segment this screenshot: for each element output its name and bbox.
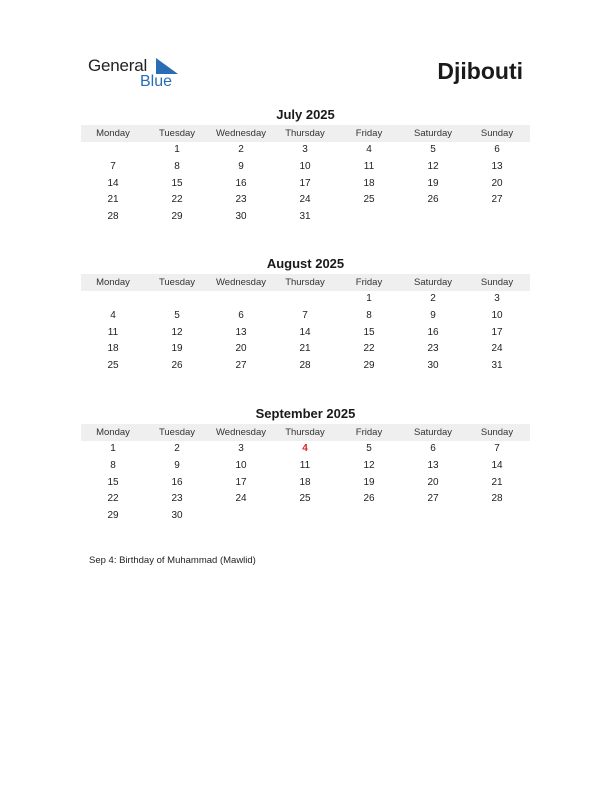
day-cell: 23 [171,493,183,505]
day-cell: 23 [427,343,439,355]
day-cell: 23 [235,194,247,206]
day-cell: 8 [110,459,116,471]
day-cell: 13 [235,326,247,338]
day-cell: 7 [302,309,308,321]
day-cell: 9 [430,309,436,321]
day-cell: 20 [491,177,503,189]
weekday-label: Saturday [413,128,453,139]
day-cell: 22 [107,493,119,505]
day-cell: 10 [491,309,503,321]
day-cell: 12 [171,326,183,338]
weekday-label: Tuesday [158,128,196,139]
day-cell: 22 [363,343,375,355]
day-cell: 3 [494,293,500,304]
brand-logo [88,56,188,92]
day-cell: 25 [107,360,119,372]
day-cell: 17 [235,476,247,488]
day-cell: 6 [430,443,436,454]
day-cell: 21 [107,194,119,206]
day-cell: 26 [427,194,439,206]
day-cell: 11 [363,160,375,172]
day-cell: 4 [366,144,372,155]
day-cell: 19 [171,343,183,355]
empty-day-cell [401,209,465,226]
day-cell: 12 [427,160,439,172]
day-cell: 24 [491,343,503,355]
weekday-label: Thursday [285,128,325,139]
empty-day-cell [209,291,273,308]
day-cell: 21 [491,476,503,488]
day-cell: 7 [494,443,500,454]
week-row [81,291,530,308]
week-row [81,508,530,525]
day-cell: 31 [491,360,503,372]
day-cell: 25 [299,493,311,505]
day-cell: 7 [110,160,116,172]
day-cell: 12 [363,459,375,471]
day-cell: 9 [238,160,244,172]
day-cell: 3 [238,443,244,454]
day-cell: 16 [235,177,247,189]
weekday-label: Friday [355,277,383,288]
day-cell: 29 [107,510,119,522]
week-row [81,159,530,176]
day-cell: 11 [107,326,119,338]
country-title: Djibouti [437,58,523,84]
month-title: August 2025 [266,256,345,271]
empty-day-cell [81,142,145,159]
day-cell: 18 [299,476,311,488]
weekday-label: Saturday [413,427,453,438]
day-cell: 18 [363,177,375,189]
calendar-month-september [81,406,530,525]
day-cell: 10 [235,459,247,471]
calendar-month-august [81,256,530,375]
week-row [81,441,530,458]
brand-name-blue: Blue [140,73,173,90]
day-cell: 25 [363,194,375,206]
day-cell: 14 [299,326,311,338]
holiday-note: Sep 4: Birthday of Muhammad (Mawlid) [89,555,256,566]
day-cell: 24 [299,194,311,206]
day-cell: 2 [174,443,180,454]
weekday-label: Friday [355,427,383,438]
day-cell: 16 [427,326,439,338]
day-cell: 30 [171,510,183,522]
holiday-day-cell: 4 [302,443,308,454]
day-cell: 10 [299,160,311,172]
day-cell: 9 [174,459,180,471]
day-cell: 13 [491,160,503,172]
day-cell: 27 [491,194,503,206]
day-cell: 2 [238,144,244,155]
day-cell: 28 [107,211,119,223]
day-cell: 29 [171,211,183,223]
empty-day-cell [273,291,337,308]
day-cell: 13 [427,459,439,471]
day-cell: 15 [171,177,183,189]
month-days [81,291,530,375]
weekday-label: Thursday [285,277,325,288]
day-cell: 14 [491,459,503,471]
day-cell: 6 [238,309,244,321]
weekday-label: Sunday [480,128,514,139]
day-cell: 2 [430,293,436,304]
weekday-label: Wednesday [216,427,266,438]
day-cell: 18 [107,343,119,355]
week-row [81,491,530,508]
weekday-label: Monday [96,427,130,438]
week-row [81,192,530,209]
day-cell: 22 [171,194,183,206]
weekday-label: Sunday [480,427,514,438]
week-row [81,341,530,358]
day-cell: 1 [174,144,180,155]
week-row [81,358,530,375]
weekday-label: Sunday [480,277,514,288]
day-cell: 15 [107,476,119,488]
brand-triangle-icon [156,58,178,74]
empty-day-cell [465,508,529,525]
day-cell: 1 [110,443,116,454]
day-cell: 20 [427,476,439,488]
day-cell: 5 [430,144,436,155]
empty-day-cell [465,209,529,226]
weekday-header [81,125,530,142]
day-cell: 29 [363,360,375,372]
empty-day-cell [81,291,145,308]
day-cell: 28 [491,493,503,505]
weekday-header [81,274,530,291]
day-cell: 20 [235,343,247,355]
week-row [81,142,530,159]
month-days [81,441,530,525]
day-cell: 26 [171,360,183,372]
day-cell: 8 [174,160,180,172]
day-cell: 27 [235,360,247,372]
day-cell: 17 [299,177,311,189]
weekday-label: Monday [96,277,130,288]
day-cell: 24 [235,493,247,505]
week-row [81,458,530,475]
day-cell: 1 [366,293,372,304]
week-row [81,308,530,325]
weekday-label: Wednesday [216,128,266,139]
day-cell: 31 [299,211,311,223]
weekday-label: Monday [96,128,130,139]
empty-day-cell [145,291,209,308]
day-cell: 14 [107,177,119,189]
week-row [81,325,530,342]
day-cell: 5 [174,309,180,321]
day-cell: 15 [363,326,375,338]
day-cell: 19 [363,476,375,488]
weekday-label: Tuesday [158,277,196,288]
day-cell: 8 [366,309,372,321]
day-cell: 30 [235,211,247,223]
week-row [81,475,530,492]
week-row [81,176,530,193]
day-cell: 21 [299,343,311,355]
empty-day-cell [401,508,465,525]
month-days [81,142,530,226]
empty-day-cell [337,209,401,226]
day-cell: 11 [299,459,311,471]
weekday-label: Saturday [413,277,453,288]
day-cell: 27 [427,493,439,505]
day-cell: 6 [494,144,500,155]
weekday-label: Thursday [285,427,325,438]
weekday-label: Tuesday [158,427,196,438]
day-cell: 26 [363,493,375,505]
weekday-label: Friday [355,128,383,139]
month-title: September 2025 [255,406,356,421]
day-cell: 5 [366,443,372,454]
empty-day-cell [273,508,337,525]
day-cell: 30 [427,360,439,372]
weekday-header [81,424,530,441]
day-cell: 16 [171,476,183,488]
calendar-month-july [81,107,530,226]
empty-day-cell [209,508,273,525]
month-title: July 2025 [276,107,335,122]
day-cell: 17 [491,326,503,338]
brand-name-general: General [88,56,148,75]
day-cell: 19 [427,177,439,189]
weekday-label: Wednesday [216,277,266,288]
day-cell: 4 [110,309,116,321]
week-row [81,209,530,226]
day-cell: 3 [302,144,308,155]
empty-day-cell [337,508,401,525]
day-cell: 28 [299,360,311,372]
